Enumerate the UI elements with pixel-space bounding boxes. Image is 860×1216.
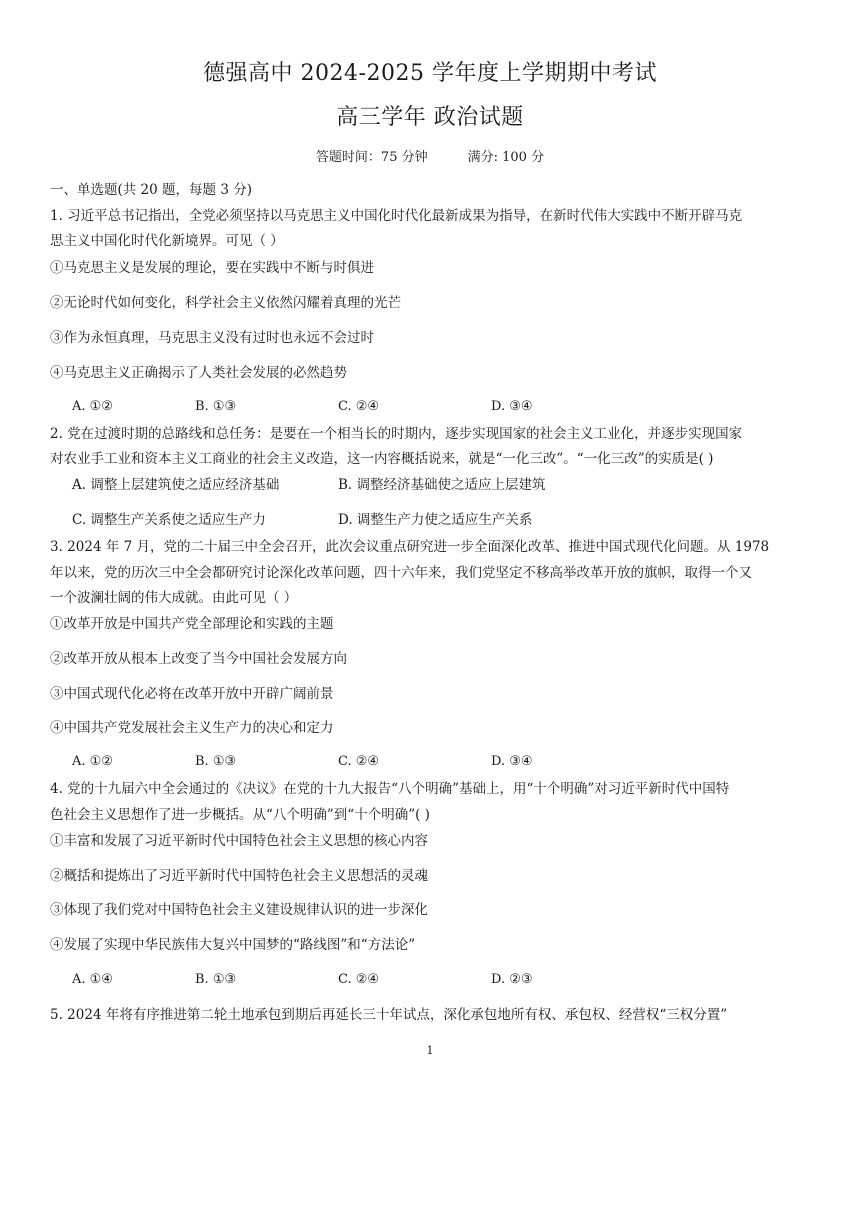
q4-option-b: B. ①③: [195, 972, 237, 987]
exam-subtitle: 高三学年 政治试题: [336, 105, 524, 130]
q3-stem-line1: 3. 2024 年 7 月，党的二十届三中全会召开，此次会议重点研究进一步全面深化改革、推进中国式现代化问题。从 1978: [50, 539, 770, 555]
q2-option-d: D. 调整生产力使之适应生产关系: [338, 512, 533, 528]
q4-option-d: D. ②③: [491, 972, 533, 987]
q3-option-c: C. ②④: [338, 754, 380, 769]
q1-option-c: C. ②④: [338, 399, 380, 414]
q3-options: [72, 752, 812, 772]
q2-stem-line2: 对农业手工业和资本主义工商业的社会主义改造，这一内容概括说来，就是“一化三改”。“一化三改”的实质是( ): [50, 451, 714, 467]
q4-options: [72, 970, 812, 990]
q2-option-b: B. 调整经济基础使之适应上层建筑: [338, 477, 546, 493]
q3-statement-1: ①改革开放是中国共产党全部理论和实践的主题: [50, 616, 334, 632]
q3-option-a: A. ①②: [72, 754, 113, 769]
q3-stem-line3: 一个波澜壮阔的伟大成就。由此可见（ ）: [50, 590, 298, 606]
exam-meta: [0, 146, 860, 165]
q1-stem-line2: 思主义中国化时代化新境界。可见（ ）: [50, 233, 284, 249]
q2-options-row1: [72, 475, 812, 495]
q1-option-a: A. ①②: [72, 399, 113, 414]
q3-option-d: D. ③④: [491, 754, 533, 769]
q4-statement-2: ②概括和提炼出了习近平新时代中国特色社会主义思想活的灵魂: [50, 868, 428, 884]
q1-stem-line1: 1. 习近平总书记指出，全党必须坚持以马克思主义中国化时代化最新成果为指导，在新时代伟大实践中不断开辟马克: [50, 208, 743, 224]
q3-statement-2: ②改革开放从根本上改变了当今中国社会发展方向: [50, 651, 347, 667]
q3-statement-3: ③中国式现代化必将在改革开放中开辟广阔前景: [50, 686, 334, 702]
q2-option-c: C. 调整生产关系使之适应生产力: [72, 512, 266, 528]
q5-stem-line1: 5. 2024 年将有序推进第二轮土地承包到期后再延长三十年试点，深化承包地所有权、承包权、经营权“三权分置”: [50, 1007, 728, 1023]
q1-statement-3: ③作为永恒真理，马克思主义没有过时也永远不会过时: [50, 330, 374, 346]
q4-stem-line2: 色社会主义思想作了进一步概括。从“八个明确”到“十个明确”( ): [50, 807, 430, 823]
q1-statement-1: ①马克思主义是发展的理论，要在实践中不断与时俱进: [50, 260, 374, 276]
section-heading: 一、单选题(共 20 题，每题 3 分): [50, 182, 252, 198]
q4-stem-line1: 4. 党的十九届六中全会通过的《决议》在党的十九大报告“八个明确”基础上，用“十个明确”对习近平新时代中国特: [50, 781, 730, 797]
q3-stem-line2: 年以来，党的历次三中全会都研究讨论深化改革问题，四十六年来，我们党坚定不移高举改革开放的旗帜，取得一个又: [50, 565, 752, 581]
q1-option-d: D. ③④: [491, 399, 533, 414]
q1-statement-4: ④马克思主义正确揭示了人类社会发展的必然趋势: [50, 365, 347, 381]
q1-statement-2: ②无论时代如何变化，科学社会主义依然闪耀着真理的光芒: [50, 295, 401, 311]
q3-statement-4: ④中国共产党发展社会主义生产力的决心和定力: [50, 720, 334, 736]
q4-statement-3: ③体现了我们党对中国特色社会主义建设规律认识的进一步深化: [50, 902, 428, 918]
exam-time: 答题时间：75 分钟: [315, 150, 428, 165]
q4-option-c: C. ②④: [338, 972, 380, 987]
page-number: 1: [426, 1044, 434, 1057]
exam-title: 德强高中 2024-2025 学年度上学期期中考试: [203, 61, 657, 86]
q2-options-row2: [72, 510, 812, 530]
q2-option-a: A. 调整上层建筑使之适应经济基础: [72, 477, 280, 493]
q2-stem-line1: 2. 党在过渡时期的总路线和总任务：是要在一个相当长的时期内，逐步实现国家的社会主义工业化，并逐步实现国家: [50, 426, 743, 442]
q4-option-a: A. ①④: [72, 972, 113, 987]
q4-statement-4: ④发展了实现中华民族伟大复兴中国梦的“路线图”和“方法论”: [50, 937, 416, 953]
exam-score: 满分: 100 分: [467, 150, 545, 165]
q4-statement-1: ①丰富和发展了习近平新时代中国特色社会主义思想的核心内容: [50, 833, 428, 849]
q1-option-b: B. ①③: [195, 399, 237, 414]
q3-option-b: B. ①③: [195, 754, 237, 769]
q1-options: [72, 397, 812, 417]
